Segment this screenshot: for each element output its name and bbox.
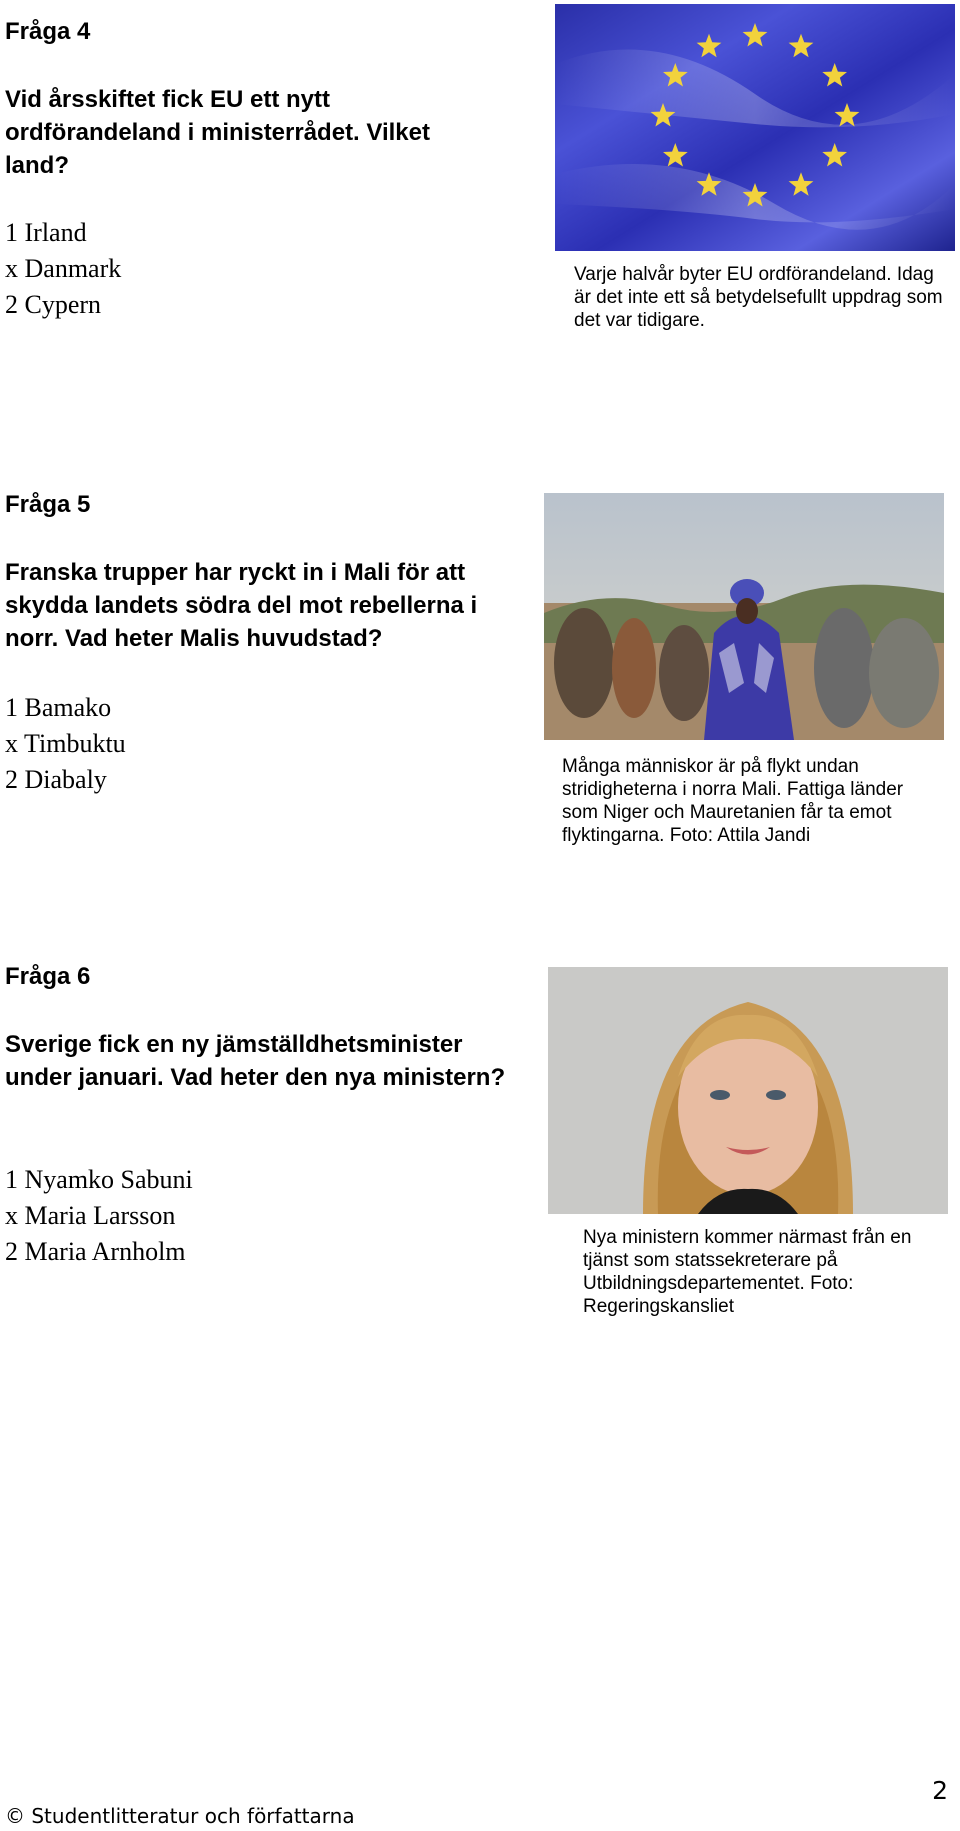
alternative-2: 2 Cypern — [5, 290, 102, 319]
question-6-alternatives — [5, 1162, 193, 1270]
page-number: 2 — [932, 1776, 948, 1805]
question-6-text: Sverige fick en ny jämställdhetsminister under januari. Vad heter den nya ministern? — [5, 1031, 506, 1091]
alternative-x: x Danmark — [5, 254, 122, 283]
mali-refugees-image — [544, 493, 944, 740]
question-5-text: Franska trupper har ryckt in i Mali för att skydda landets södra del mot rebellerna i norr. Vad heter Malis huvudstad? — [5, 559, 478, 652]
portrait-photo-icon — [548, 967, 948, 1214]
refugees-photo-icon — [544, 493, 944, 740]
question-4-title: Fråga 4 — [5, 18, 91, 45]
question-4-caption: Varje halvår byter EU ordförandeland. Idag är det inte ett så betydelsefullt uppdrag som det var tidigare. — [574, 264, 943, 331]
question-5-caption: Många människor är på flykt undan stridigheterna i norra Mali. Fattiga länder som Niger och Mauretanien får ta emot flyktingarna. Foto: Attila Jandi — [562, 756, 904, 846]
eu-flag-icon — [555, 4, 955, 251]
eu-flag-image — [555, 4, 955, 251]
question-6-caption: Nya ministern kommer närmast från en tjänst som statssekreterare på Utbildningsdepartementet. Foto: Regeringskansliet — [583, 1227, 912, 1317]
alternative-2: 2 Diabaly — [5, 765, 107, 794]
question-5-alternatives — [5, 690, 126, 798]
alternative-1: 1 Irland — [5, 218, 87, 247]
alternative-2: 2 Maria Arnholm — [5, 1237, 186, 1266]
question-6-title: Fråga 6 — [5, 963, 91, 990]
question-4-text: Vid årsskiftet fick EU ett nytt ordförandeland i ministerrådet. Vilket land? — [5, 86, 430, 179]
alternative-x: x Timbuktu — [5, 729, 126, 758]
question-5-title: Fråga 5 — [5, 491, 91, 518]
copyright-footer: © Studentlitteratur och författarna — [5, 1804, 355, 1828]
alternative-x: x Maria Larsson — [5, 1201, 176, 1230]
alternative-1: 1 Nyamko Sabuni — [5, 1165, 193, 1194]
question-4-alternatives — [5, 215, 121, 323]
alternative-1: 1 Bamako — [5, 693, 112, 722]
minister-portrait-image — [548, 967, 948, 1214]
